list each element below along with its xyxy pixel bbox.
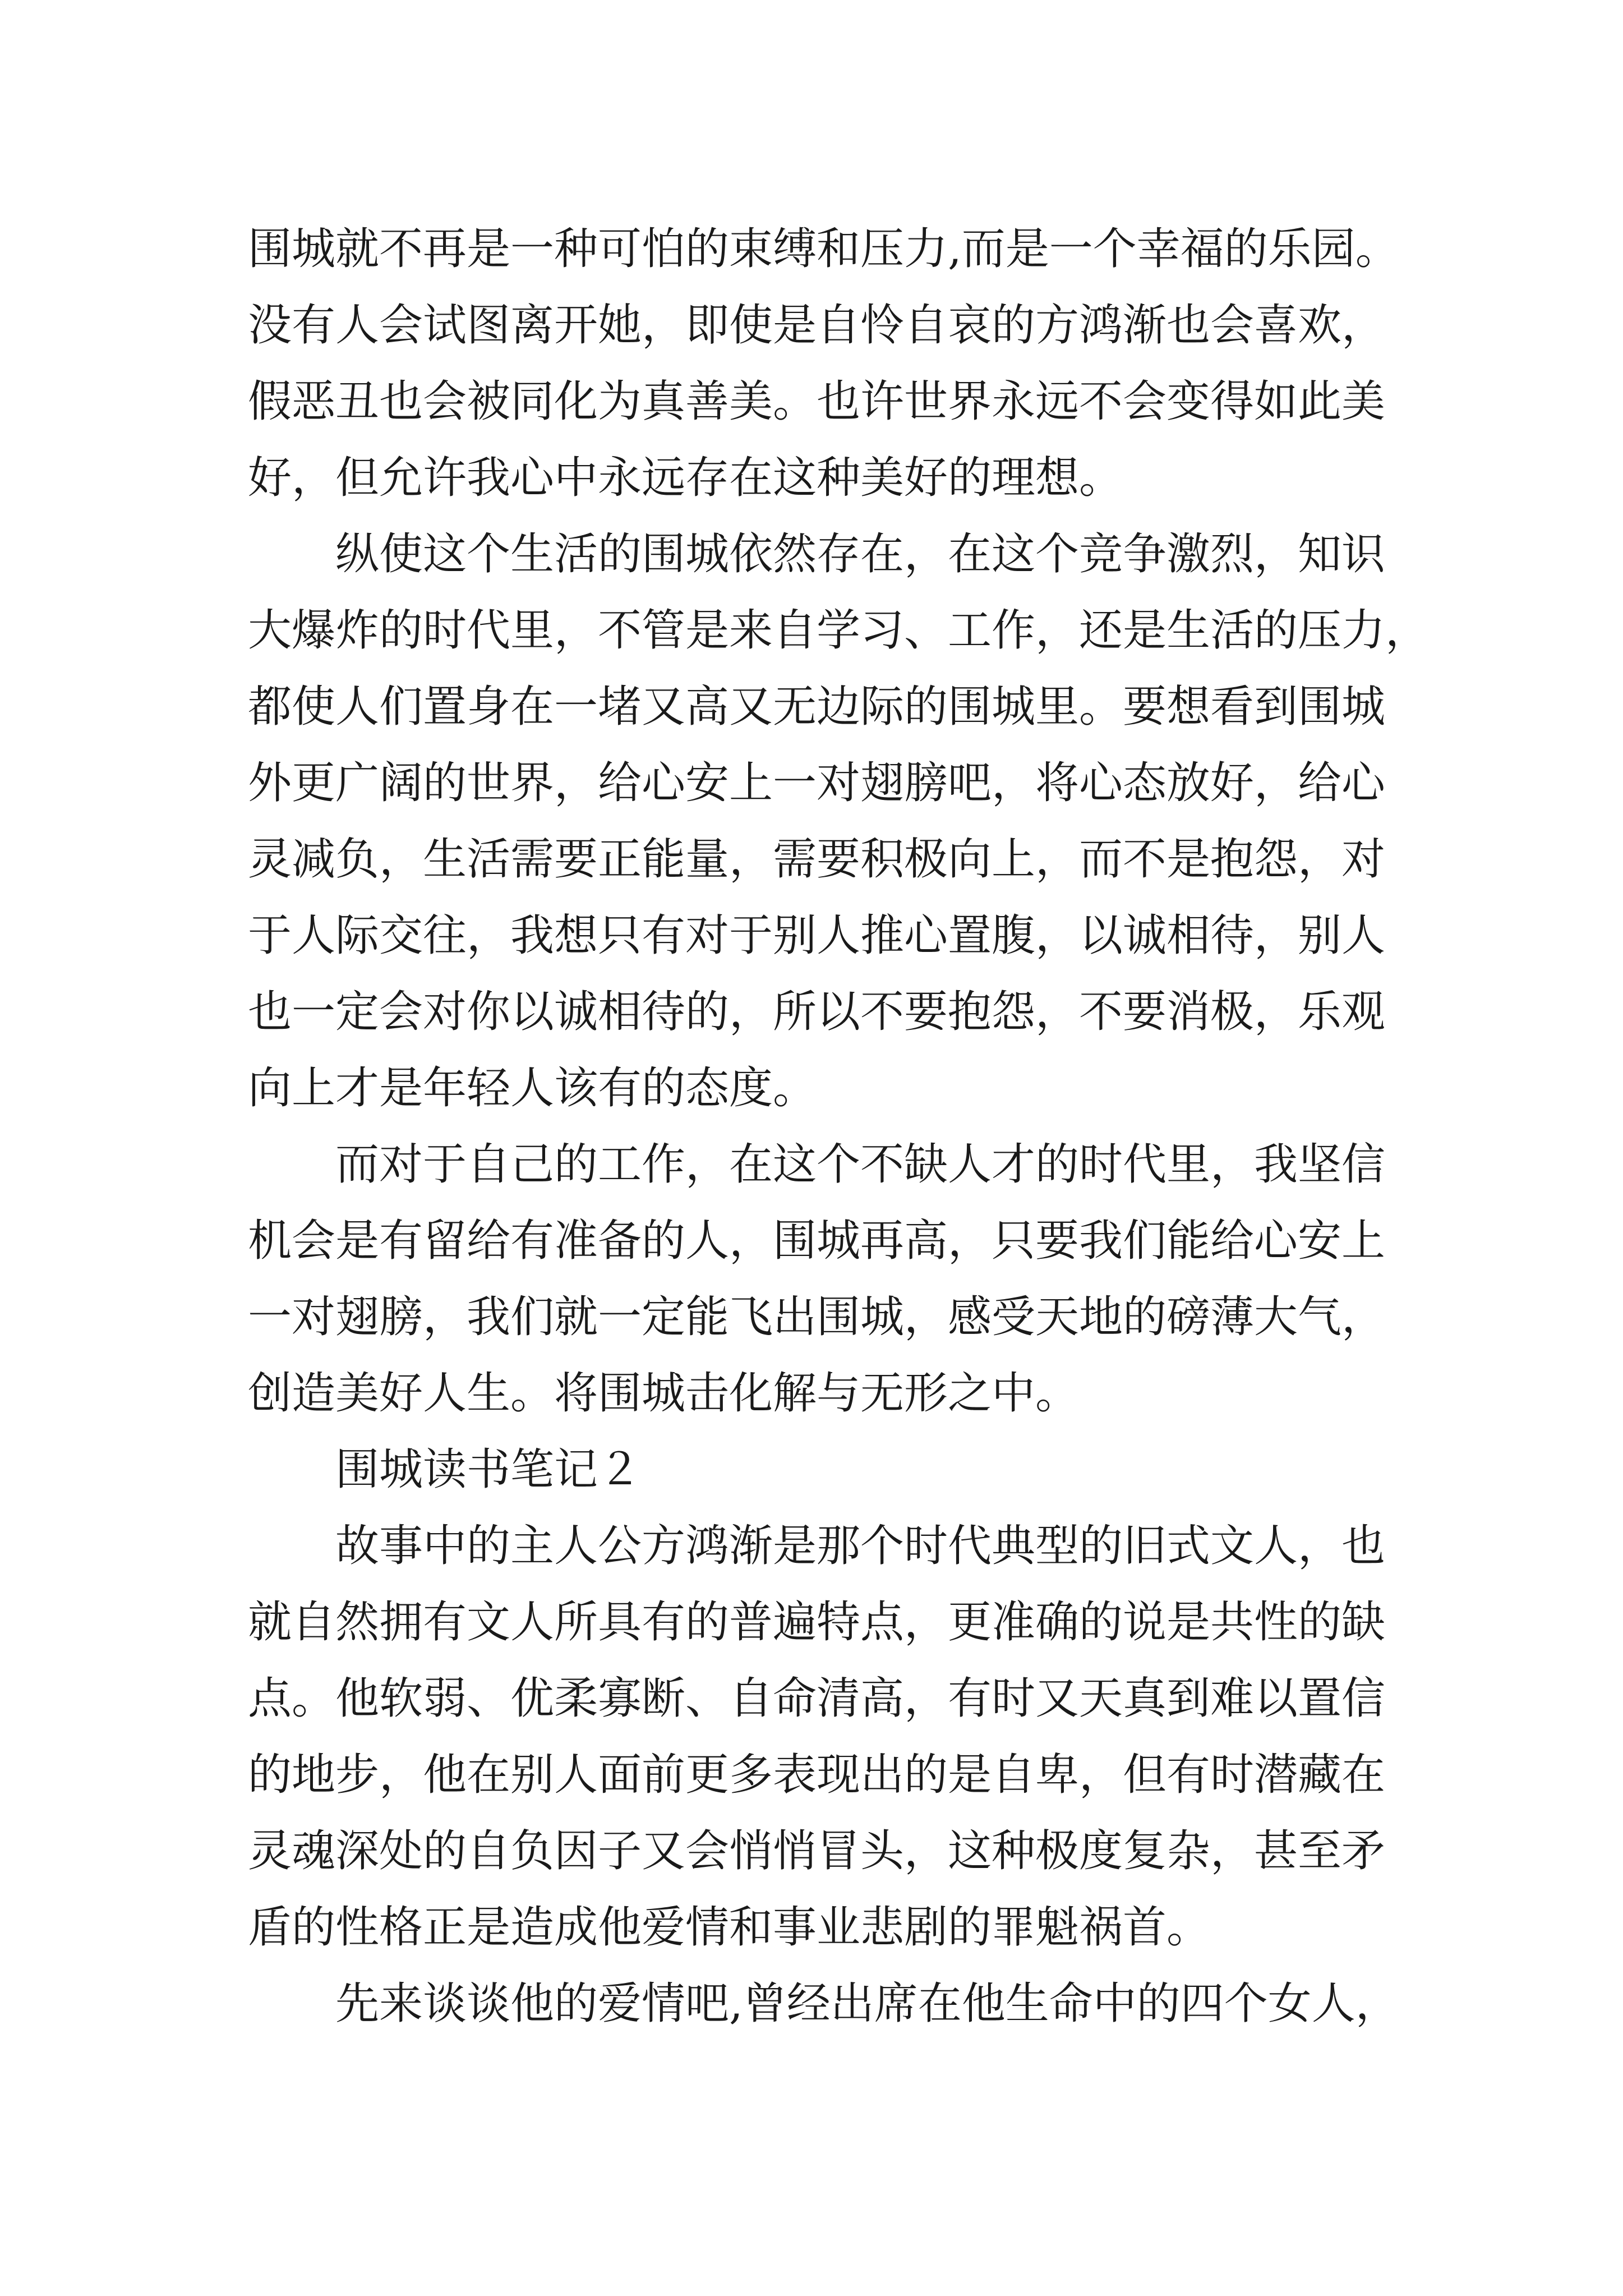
text-line-20: 点。他软弱、优柔寡断、自命清高，有时又天真到难以置信 — [248, 1673, 1386, 1724]
text-line-18: 故事中的主人公方鸿渐是那个时代典型的旧式文人，也 — [335, 1521, 1386, 1571]
text-line-9: 灵减负，生活需要正能量，需要积极向上，而不是抱怨，对 — [248, 834, 1386, 885]
section-heading: 围城读书笔记２ — [335, 1444, 642, 1495]
text-line-21: 的地步，他在别人面前更多表现出的是自卑，但有时潜藏在 — [248, 1750, 1386, 1800]
text-line-24: 先来谈谈他的爱情吧,曾经出席在他生命中的四个女人， — [335, 1978, 1399, 2029]
text-line-6: 大爆炸的时代里，不管是来自学习、工作，还是生活的压力， — [248, 605, 1430, 656]
text-line-10: 于人际交往，我想只有对于别人推心置腹，以诚相待，别人 — [248, 910, 1386, 961]
text-line-14: 机会是有留给有准备的人，围城再高，只要我们能给心安上 — [248, 1216, 1386, 1266]
text-line-19: 就自然拥有文人所具有的普遍特点，更准确的说是共性的缺 — [248, 1597, 1386, 1648]
text-line-12: 向上才是年轻人该有的态度。 — [248, 1063, 817, 1114]
text-line-1: 围城就不再是一种可怕的束缚和压力,而是一个幸福的乐园。 — [248, 224, 1399, 274]
text-line-22: 灵魂深处的自负因子又会悄悄冒头，这种极度复杂，甚至矛 — [248, 1826, 1386, 1876]
text-line-16: 创造美好人生。将围城击化解与无形之中。 — [248, 1368, 1080, 1419]
text-line-15: 一对翅膀，我们就一定能飞出围城，感受天地的磅薄大气， — [248, 1292, 1386, 1342]
text-line-5: 纵使这个生活的围城依然存在，在这个竞争激烈，知识 — [335, 529, 1386, 579]
text-line-11: 也一定会对你以诚相待的，所以不要抱怨，不要消极，乐观 — [248, 987, 1386, 1037]
text-line-7: 都使人们置身在一堵又高又无边际的围城里。要想看到围城 — [248, 682, 1386, 732]
text-line-2: 没有人会试图离开她，即使是自怜自哀的方鸿渐也会喜欢， — [248, 300, 1386, 351]
text-line-3: 假恶丑也会被同化为真善美。也许世界永远不会变得如此美 — [248, 376, 1386, 427]
text-line-4: 好，但允许我心中永远存在这种美好的理想。 — [248, 453, 1123, 503]
text-line-13: 而对于自己的工作，在这个不缺人才的时代里，我坚信 — [335, 1139, 1386, 1190]
text-line-23: 盾的性格正是造成他爱情和事业悲剧的罪魁祸首。 — [248, 1902, 1211, 1953]
text-line-8: 外更广阔的世界，给心安上一对翅膀吧，将心态放好，给心 — [248, 758, 1386, 808]
